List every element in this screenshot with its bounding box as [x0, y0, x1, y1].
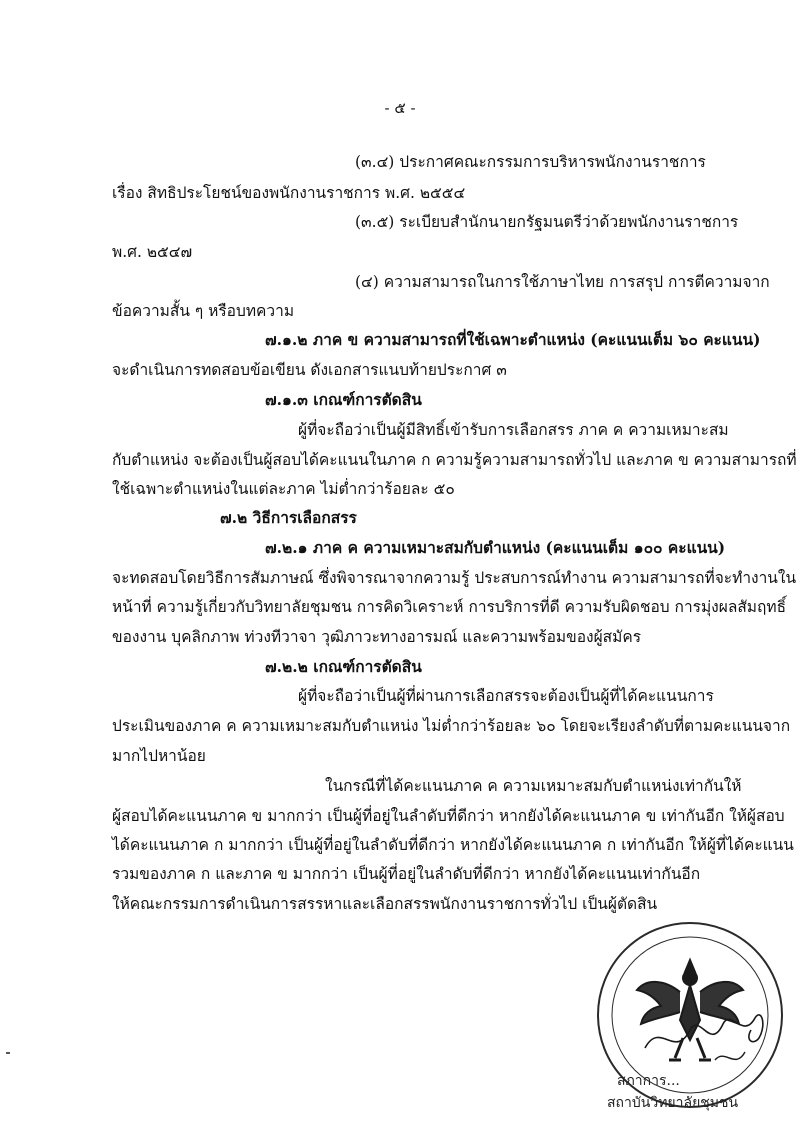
text-line: ผู้ที่จะถือว่าเป็นผู้มีสิทธิ์เข้ารับการเลือกสรร ภาค ค ความเหมาะสม	[298, 421, 729, 439]
text-line: เรื่อง สิทธิประโยชน์ของพนักงานราชการ พ.ศ. ๒๕๕๔	[112, 184, 466, 202]
text-line: รวมของภาค ก และภาค ข มากกว่า เป็นผู้ที่อยู่ในลำดับที่ดีกว่า หากยังได้คะแนนเท่ากันอีก	[112, 865, 701, 883]
text-line: ของงาน บุคลิกภาพ ท่วงทีวาจา วุฒิภาวะทางอารมณ์ และความพร้อมของผู้สมัคร	[112, 628, 642, 646]
text-line: ให้คณะกรรมการดำเนินการสรรหาและเลือกสรรพนักงานราชการทั่วไป เป็นผู้ตัดสิน	[112, 895, 658, 913]
text-line: หน้าที่ ความรู้เกี่ยวกับวิทยาลัยชุมชน การคิดวิเคราะห์ การบริการที่ดี ความรับผิดชอบ การมุ่งผลสัมฤทธิ์	[112, 598, 787, 616]
official-seal	[585, 920, 795, 1120]
text-line: ในกรณีที่ได้คะแนนภาค ค ความเหมาะสมกับตำแหน่งเท่ากันให้	[325, 777, 742, 795]
text-line: กับตำแหน่ง จะต้องเป็นผู้สอบได้คะแนนในภาค ก ความรู้ความสามารถทั่วไป และภาค ข ความสามารถที่	[112, 451, 797, 469]
text-line: ได้คะแนนภาค ก มากกว่า เป็นผู้ที่อยู่ในลำดับที่ดีกว่า หากยังได้คะแนนภาค ก เท่ากันอีก ให้ผู้ที่ได้คะแนน	[112, 836, 794, 854]
seal-text-line1: สภาการ...	[617, 1073, 680, 1089]
text-line: (๓.๕) ระเบียบสำนักนายกรัฐมนตรีว่าด้วยพนักงานราชการ	[355, 213, 739, 231]
scan-mark	[6, 1052, 10, 1054]
text-line: ผู้สอบได้คะแนนภาค ข มากกว่า เป็นผู้ที่อยู่ในลำดับที่ดีกว่า หากยังได้คะแนนภาค ข เท่ากันอีก ให้ผู้สอบ	[112, 807, 785, 825]
section-heading-7-1-2: ๗.๑.๒ ภาค ข ความสามารถที่ใช้เฉพาะตำแหน่ง (คะแนนเต็ม ๖๐ คะแนน)	[265, 330, 761, 349]
section-heading-7-2: ๗.๒ วิธีการเลือกสรร	[220, 508, 357, 527]
seal-text-line2: สถาบันวิทยาลัยชุมชน	[607, 1095, 739, 1111]
text-line: (๓.๔) ประกาศคณะกรรมการบริหารพนักงานราชการ	[355, 153, 706, 171]
text-line: (๔) ความสามารถในการใช้ภาษาไทย การสรุป การตีความจาก	[355, 273, 770, 291]
text-line: ผู้ที่จะถือว่าเป็นผู้ที่ผ่านการเลือกสรรจะต้องเป็นผู้ที่ได้คะแนนการ	[298, 687, 714, 705]
section-heading-7-2-2: ๗.๒.๒ เกณฑ์การตัดสิน	[265, 657, 422, 676]
text-line: พ.ศ. ๒๕๔๗	[112, 243, 193, 261]
text-line: ข้อความสั้น ๆ หรือบทความ	[112, 302, 295, 320]
section-heading-7-1-3: ๗.๑.๓ เกณฑ์การตัดสิน	[265, 390, 422, 409]
section-heading-7-2-1: ๗.๒.๑ ภาค ค ความเหมาะสมกับตำแหน่ง (คะแนนเต็ม ๑๐๐ คะแนน)	[265, 538, 726, 557]
text-line: จะทดสอบโดยวิธีการสัมภาษณ์ ซึ่งพิจารณาจากความรู้ ประสบการณ์ทำงาน ความสามารถที่จะทำงานใน	[112, 569, 797, 587]
page-number: - ๕ -	[384, 99, 416, 117]
text-line: มากไปหาน้อย	[112, 747, 206, 765]
text-line: จะดำเนินการทดสอบข้อเขียน ดังเอกสารแนบท้ายประกาศ ๓	[112, 361, 507, 379]
text-line: ประเมินของภาค ค ความเหมาะสมกับตำแหน่ง ไม่ต่ำกว่าร้อยละ ๖๐ โดยจะเรียงลำดับที่ตามคะแนนจาก	[112, 717, 791, 735]
text-line: ใช้เฉพาะตำแหน่งในแต่ละภาค ไม่ต่ำกว่าร้อยละ ๕๐	[112, 480, 455, 498]
